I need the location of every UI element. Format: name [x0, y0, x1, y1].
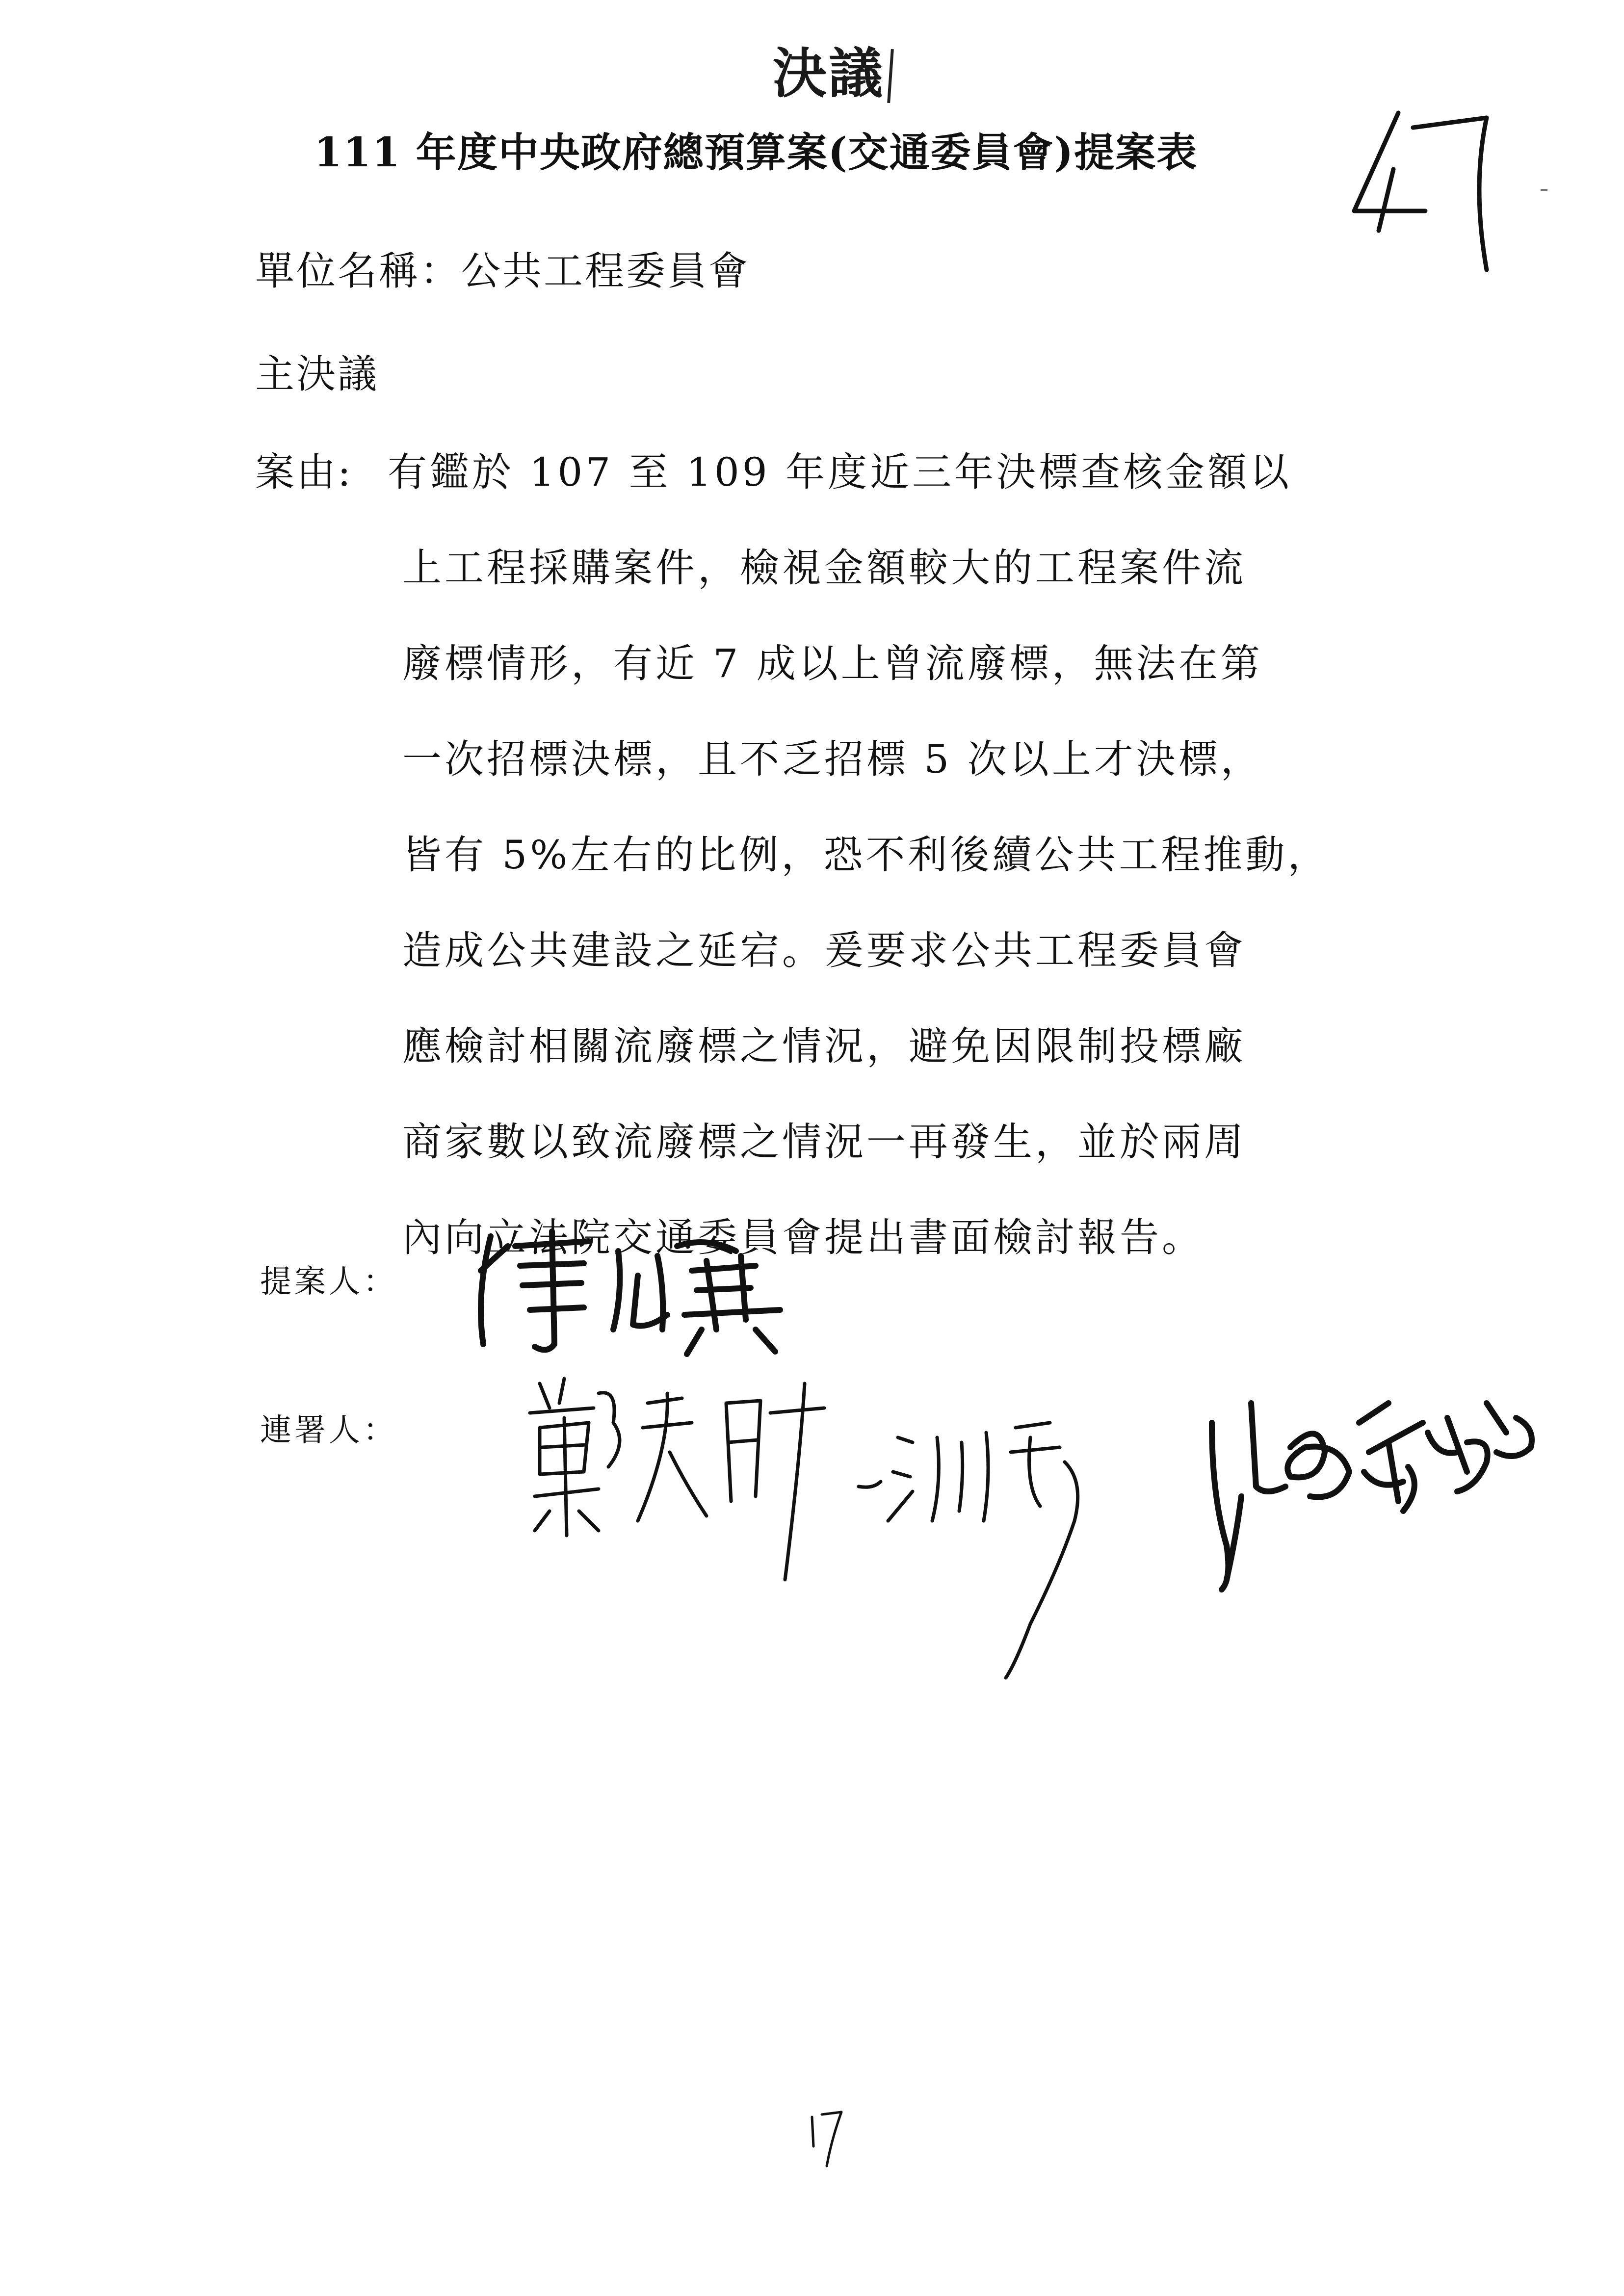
- case-label: 案由:: [255, 449, 353, 495]
- page-title: 111 年度中央政府總預算案(交通委員會)提案表: [314, 129, 1198, 176]
- case-line: 皆有 5%左右的比例，恐不利後續公共工程推動，: [402, 832, 1330, 878]
- resolution-stamp: 決議: [773, 42, 885, 105]
- cosigner-signature-2: [854, 1408, 1168, 1683]
- page-number: [805, 2100, 849, 2168]
- resolution-type: 主決議: [255, 351, 379, 397]
- cosigner-signature-3: [1192, 1374, 1545, 1609]
- case-line: 一次招標決標，且不乏招標 5 次以上才決標，: [402, 736, 1263, 782]
- unit-name-line: 單位名稱：公共工程委員會: [255, 248, 750, 294]
- case-line: 廢標情形，有近 7 成以上曾流廢標，無法在第: [402, 641, 1263, 686]
- case-line: 應檢討相關流廢標之情況，避免因限制投標廠: [402, 1023, 1246, 1069]
- proposer-signature: [461, 1217, 805, 1364]
- cosigner-signature-1: [520, 1374, 834, 1580]
- scan-artifact: [1541, 189, 1547, 191]
- case-line: 有鑑於 107 至 109 年度近三年決標查核金額以: [388, 449, 1292, 495]
- proposer-label: 提案人：: [260, 1264, 397, 1300]
- cosigner-label: 連署人：: [260, 1412, 397, 1449]
- case-line: 造成公共建設之延宕。爰要求公共工程委員會: [402, 928, 1246, 973]
- case-line: 上工程採購案件，檢視金額較大的工程案件流: [402, 545, 1246, 591]
- case-line: 內向立法院交通委員會提出書面檢討報告。: [402, 1215, 1204, 1260]
- case-line: 商家數以致流廢標之情況一再發生，並於兩周: [402, 1119, 1246, 1165]
- stamp-edge-mark: [887, 49, 894, 103]
- handwritten-page-mark: [1339, 98, 1506, 294]
